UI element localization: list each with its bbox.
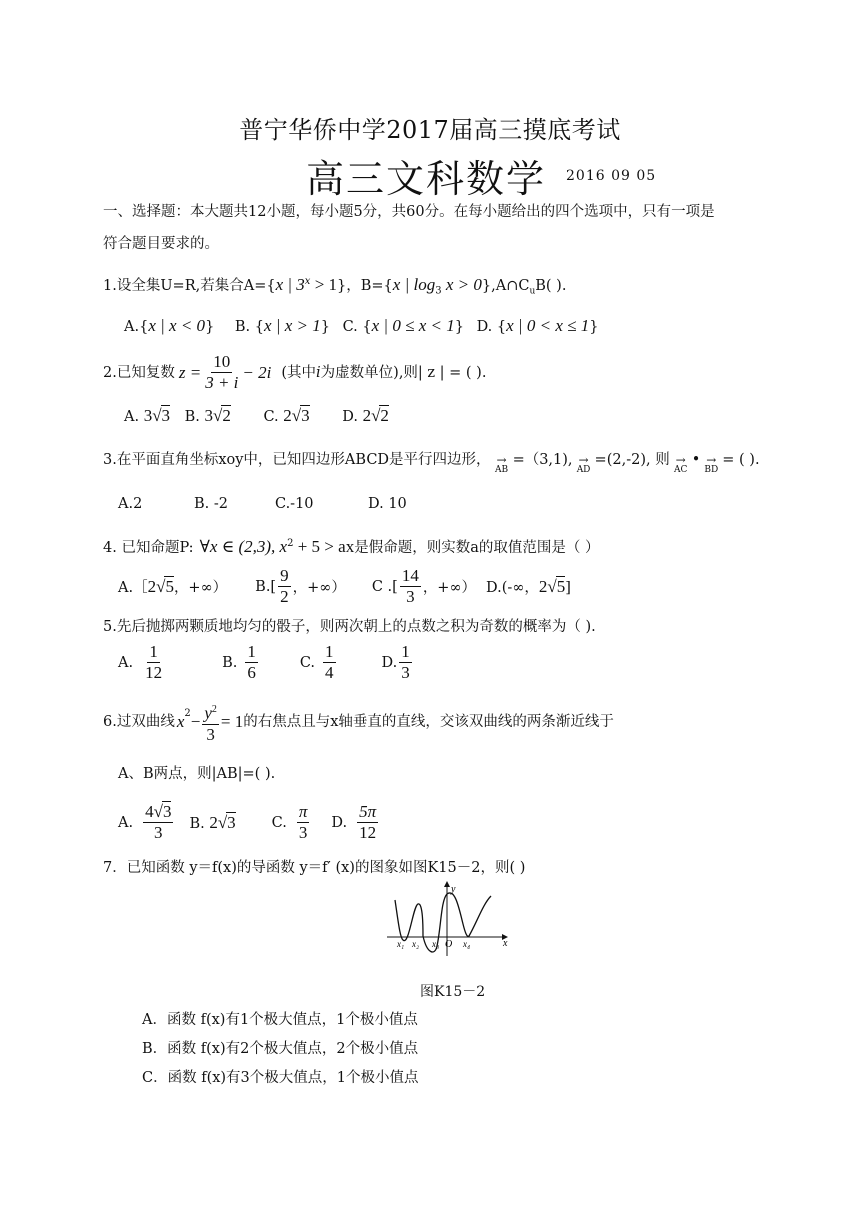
y-label: y	[451, 884, 456, 895]
option-d: D. $\frac{1}{3}$	[381, 642, 410, 682]
option-c: C. 2√3	[263, 406, 310, 425]
option-a: A.{x | x < 0}	[124, 316, 215, 335]
derivative-graph	[385, 878, 515, 958]
question-6-options	[118, 802, 380, 843]
section-instructions-line1: 一、选择题：本大题共12小题，每小题5分，共60分。在每小题给出的四个选项中，只有一项是	[103, 204, 715, 220]
derivative-graph-figure	[385, 878, 515, 958]
question-2-stem: 2.已知复数 z = $\frac{10}{3 + i}$ − 2i (其中 i 为虚数单位),则| z | = ( ).	[103, 352, 487, 392]
origin-label: O	[445, 939, 453, 950]
exam-subject: 高三文科数学	[306, 157, 547, 201]
option-b: B. 2√3	[189, 812, 236, 832]
option-d: D. {x | 0 < x ≤ 1}	[476, 316, 599, 335]
option-c: C. $\frac{1}{4}$	[299, 642, 334, 682]
exam-date: 2016 09 05	[566, 168, 657, 184]
option-c: C .[ $\frac{14}{3}$ ，+∞）	[371, 566, 477, 606]
option-c: C.-10	[275, 496, 314, 512]
option-d: D. $\frac{5\pi}{12}$	[331, 802, 377, 842]
exam-title: 普宁华侨中学2017届高三摸底考试	[239, 116, 621, 144]
question-7-option-c: C．函数 f(x)有3个极大值点，1个极小值点	[142, 1070, 419, 1086]
x1-label: x₁	[397, 939, 405, 949]
option-b: B. 3√2	[184, 406, 231, 425]
question-7-option-a: A．函数 f(x)有1个极大值点，1个极小值点	[142, 1012, 418, 1028]
option-a: A.［2√5，+∞）	[118, 577, 228, 596]
option-b: B. {x | x > 1}	[234, 316, 330, 335]
figure-caption: 图K15－2	[420, 984, 486, 1000]
option-b: B.[ $\frac{9}{2}$ ，+∞）	[255, 566, 346, 606]
option-d: D.(-∞，2√5]	[486, 577, 571, 596]
x2-label: x₂	[412, 939, 420, 949]
question-6-stem: 6.过双曲线 x $^2$ − $\frac{y^2}{3}$ = 1 的右焦点且与x轴垂直的直线，交该双曲线的两条渐近线于	[103, 700, 614, 745]
question-4-stem: 4. 已知命题P: ∀x ∈ (2,3), $x^2 + 5$ > ax是假命题，则实数a的取值范围是（ ）	[103, 536, 600, 556]
option-d: D. 2√2	[342, 406, 389, 425]
question-1-stem: 1.设全集U=R,若集合A={x | $3^x > 1$}，B={x | $\log_3 x$ > $0\},A\cap C_uB$( ).	[103, 274, 567, 297]
question-5-stem: 5.先后抛掷两颗质地均匀的骰子，则两次朝上的点数之积为奇数的概率为（ ).	[103, 619, 596, 635]
question-1-options	[124, 316, 598, 336]
section-instructions-line2: 符合题目要求的。	[103, 236, 219, 252]
question-4-options	[118, 566, 571, 607]
question-7-option-b: B．函数 f(x)有2个极大值点，2个极小值点	[142, 1041, 419, 1057]
question-5-options	[118, 642, 414, 683]
question-7-stem: 7．已知函数 y＝f(x)的导函数 y＝f′ (x)的图象如图K15－2，则( )	[103, 860, 526, 876]
question-6-line2: A、B两点，则|AB|=( ).	[118, 766, 276, 782]
x-label: x	[503, 938, 508, 949]
option-b: B. -2	[194, 496, 228, 512]
option-a: A. 3√3	[124, 406, 171, 425]
option-d: D. 10	[368, 496, 407, 512]
option-a: A. $\frac{1}{12}$	[118, 642, 163, 682]
option-a: A. $\frac{4√3}{3}$	[118, 802, 172, 842]
question-2-options	[124, 406, 389, 426]
option-a: A.2	[118, 496, 143, 512]
option-c: C. {x | 0 ≤ x < 1}	[342, 316, 464, 335]
fraction: $\frac{10}{3 + i}$	[205, 352, 239, 392]
x4-label: x₄	[463, 939, 471, 949]
question-3-options	[118, 496, 407, 512]
curve	[395, 893, 491, 952]
option-b: B. $\frac{1}{6}$	[222, 642, 256, 682]
vector-ab: → AB	[495, 453, 509, 475]
vector-bd: → BD	[704, 453, 719, 475]
vector-ad: → AD	[576, 453, 591, 475]
x3-label: x₃	[432, 939, 440, 949]
question-3-stem: 3.在平面直角坐标xoy中，已知四边形ABCD是平行四边形， → AB=（3,1), → AD=(2,-2), 则 → AC• → BD= ( ).	[103, 450, 760, 480]
option-c: C. $\frac{\pi}{3}$	[271, 802, 308, 842]
vector-ac: → AC	[674, 453, 688, 475]
